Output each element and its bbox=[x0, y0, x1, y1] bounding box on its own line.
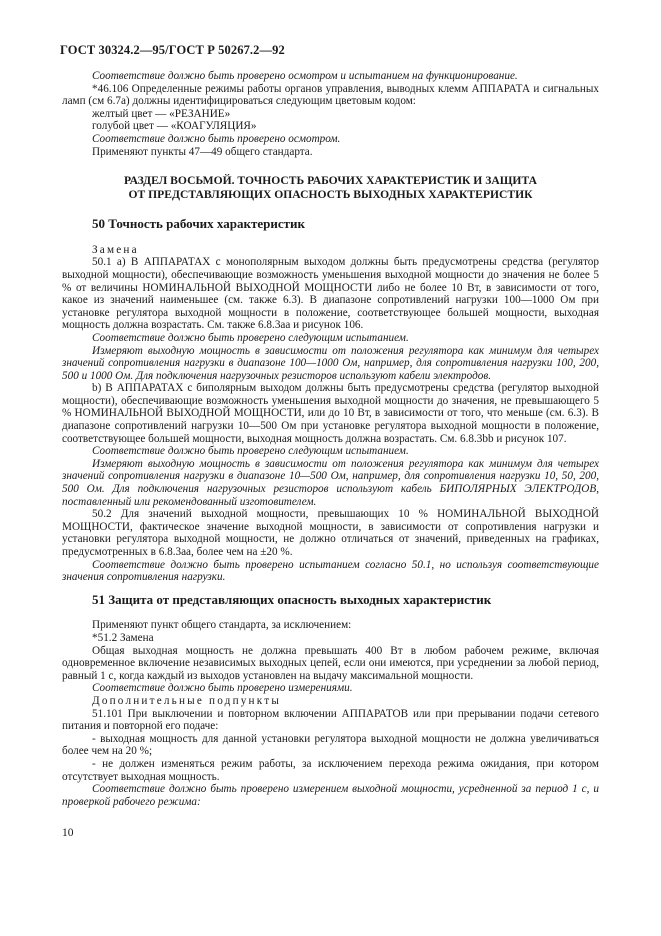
paragraph: Соответствие должно быть проверено измерением выходной мощности, усредненной за период 1 с, и проверкой рабочего режима: bbox=[62, 783, 599, 808]
section-title-line: РАЗДЕЛ ВОСЬМОЙ. ТОЧНОСТЬ РАБОЧИХ ХАРАКТЕРИСТИК И ЗАЩИТА bbox=[124, 174, 537, 188]
paragraph: Измеряют выходную мощность в зависимости от положения регулятора как минимум для четырех значений сопротивления нагрузки в диапазоне 10—500 Ом, например, для сопротивления нагрузки 10, 50, 200, 500 Ом. Для подключения нагрузочных резисторов используют кабель БИПОЛЯРНЫХ ЭЛЕКТРОДОВ, поставленный или рекомендованный изготовителем. bbox=[62, 457, 599, 508]
additional-subclauses-label: Дополнительные подпункты bbox=[92, 694, 282, 707]
paragraph: *46.106 Определенные режимы работы органов управления, выводных клемм АППАРАТА и сигнальных ламп (см 6.7а) должны идентифицироваться следующим цветовым кодом: bbox=[62, 82, 599, 108]
page-header: ГОСТ 30324.2—95/ГОСТ Р 50267.2—92 bbox=[60, 43, 285, 57]
page-content bbox=[62, 70, 599, 808]
paragraph: желтый цвет — «РЕЗАНИЕ» bbox=[92, 107, 231, 120]
paragraph: Применяют пункт общего стандарта, за исключением: bbox=[92, 619, 352, 632]
paragraph: Соответствие должно быть проверено осмотром и испытанием на функционирование. bbox=[92, 70, 518, 82]
paragraph: Соответствие должно быть проверено следующим испытанием. bbox=[92, 445, 409, 458]
paragraph: голубой цвет — «КОАГУЛЯЦИЯ» bbox=[92, 120, 257, 133]
paragraph: b) В АППАРАТАХ с биполярным выходом должны быть предусмотрены средства (регулятор выходной мощности), обеспечивающие возможность уменьшения выходной мощности до значения, не превышающего 5 % НОМИНАЛЬНОЙ ВЫХОДНОЙ МОЩНОСТИ, или до 10 Вт, в зависимости от того, что меньше (см. 6.3). В диапазоне сопротивлений нагрузки 10—500 Ом при установке регулятора выходной мощности в положение, соответствующее большей мощности, выходная мощность должна возрастать. См. 6.8.3bb и рисунок 107. bbox=[62, 382, 599, 445]
clause-heading: 50 Точность рабочих характеристик bbox=[92, 216, 305, 232]
paragraph: Общая выходная мощность не должна превышать 400 Вт в любом рабочем режиме, включая одновременное включение независимых выходных цепей, если они имеются, при усреднении за любой период, равный 1 с, когда каждый из выходов установлен на выдачу максимальной мощности. bbox=[62, 644, 599, 682]
paragraph: Соответствие должно быть проверено испытанием согласно 50.1, но используя соответствующие значения сопротивления нагрузки. bbox=[62, 558, 599, 584]
section-title bbox=[62, 174, 599, 202]
paragraph: Соответствие должно быть проверено следующим испытанием. bbox=[92, 331, 409, 344]
paragraph: 50.2 Для значений выходной мощности, превышающих 10 % НОМИНАЛЬНОЙ ВЫХОДНОЙ МОЩНОСТИ, фактическое значение выходной мощности, в зависимости от сопротивления нагрузки и установки регулятора выходной мощности, не должно отличаться от значений, приведенных на графиках, предусмотренных в 6.8.3аа, более чем на ±20 %. bbox=[62, 508, 599, 558]
paragraph: Соответствие должно быть проверено осмотром. bbox=[92, 132, 341, 145]
paragraph: Измеряют выходную мощность в зависимости от положения регулятора как минимум для четырех значений сопротивления нагрузки в диапазоне 100—1000 Ом, например, для сопротивления нагрузки 100, 200, 500 и 1000 Ом. Для подключения нагрузочных резисторов используют кабели электродов. bbox=[62, 344, 599, 382]
paragraph: *51.2 Замена bbox=[92, 631, 154, 644]
clause-heading: 51 Защита от представляющих опасность выходных характеристик bbox=[92, 591, 492, 607]
page-number: 10 bbox=[62, 827, 74, 839]
paragraph: Применяют пункты 47—49 общего стандарта. bbox=[92, 145, 313, 158]
section-title-line: ОТ ПРЕДСТАВЛЯЮЩИХ ОПАСНОСТЬ ВЫХОДНЫХ ХАРАКТЕРИСТИК bbox=[128, 188, 533, 202]
replacement-label: Замена bbox=[92, 243, 139, 256]
paragraph: - выходная мощность для данной установки регулятора выходной мощности не должна увеличиваться более чем на 20 %; bbox=[62, 732, 599, 758]
paragraph: 51.101 При выключении и повторном включении АППАРАТОВ или при прерывании подачи сетевого питания и повторной его подаче: bbox=[62, 707, 599, 733]
paragraph: Соответствие должно быть проверено измерениями. bbox=[92, 682, 353, 695]
paragraph: - не должен изменяться режим работы, за исключением перехода режима ожидания, при котором отсутствует выходная мощность. bbox=[62, 757, 599, 783]
paragraph: 50.1 а) В АППАРАТАХ с монополярным выходом должны быть предусмотрены средства (регулятор выходной мощности), обеспечивающие возможность уменьшения выходной мощности до значения не более 5 % от величины НОМИНАЛЬНОЙ ВЫХОДНОЙ МОЩНОСТИ либо не более 10 Вт, в зависимости от того, какое из значений наименьшее (см. также 6.3). В диапазоне сопротивлений нагрузки 100—1000 Ом при установке регулятора выходной мощности в положение, соответствующее большей мощности, выходная мощность должна возрастать. См. также 6.8.3аа и рисунок 106. bbox=[62, 256, 599, 332]
